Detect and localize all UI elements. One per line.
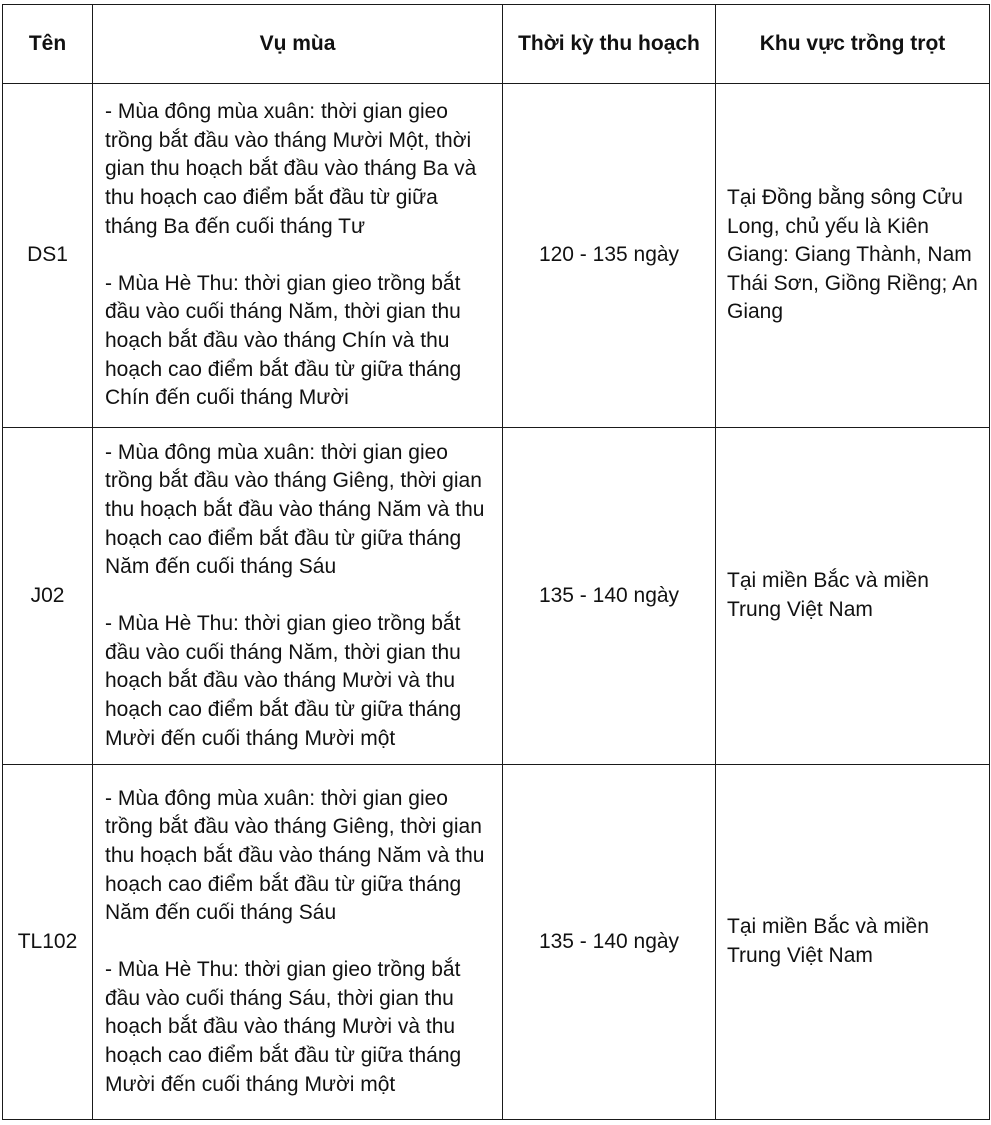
harvest-period: 135 - 140 ngày <box>503 765 716 1120</box>
rice-varieties-table <box>2 4 990 1120</box>
harvest-period: 135 - 140 ngày <box>503 428 716 765</box>
table-row <box>3 765 990 1120</box>
season-cell <box>93 765 503 1120</box>
season-summer-autumn: - Mùa Hè Thu: thời gian gieo trồng bắt đầu vào cuối tháng Năm, thời gian thu hoạch bắt đầu vào tháng Chín và thu hoạch cao điểm bắt đầu từ giữa tháng Chín đến cuối tháng Mười <box>105 271 462 410</box>
growing-area: Tại miền Bắc và miền Trung Việt Nam <box>716 765 990 1120</box>
season-summer-autumn: - Mùa Hè Thu: thời gian gieo trồng bắt đầu vào cuối tháng Năm, thời gian thu hoạch bắt đầu vào tháng Mười và thu hoạch cao điểm bắt đầu từ giữa tháng Mười đến cuối tháng Mười một <box>105 612 462 750</box>
season-summer-autumn: - Mùa Hè Thu: thời gian gieo trồng bắt đầu vào cuối tháng Sáu, thời gian thu hoạch bắt đầu vào tháng Mười và thu hoạch cao điểm bắt đầu từ giữa tháng Mười đến cuối tháng Mười một <box>105 958 462 1096</box>
variety-name: J02 <box>3 428 93 765</box>
season-winter-spring: - Mùa đông mùa xuân: thời gian gieo trồng bắt đầu vào tháng Mười Một, thời gian thu hoạch bắt đầu vào tháng Ba và thu hoạch cao điểm bắt đầu từ giữa tháng Ba đến cuối tháng Tư <box>105 100 477 238</box>
season-spacer <box>105 928 494 957</box>
variety-name: DS1 <box>3 84 93 428</box>
variety-name: TL102 <box>3 765 93 1120</box>
season-winter-spring: - Mùa đông mùa xuân: thời gian gieo trồng bắt đầu vào tháng Giêng, thời gian thu hoạch bắt đầu vào tháng Năm và thu hoạch cao điểm bắt đầu từ giữa tháng Năm đến cuối tháng Sáu <box>105 440 485 579</box>
season-spacer <box>105 241 494 270</box>
table-row <box>3 428 990 765</box>
header-harvest-period: Thời kỳ thu hoạch <box>503 5 716 84</box>
header-season: Vụ mùa <box>93 5 503 84</box>
harvest-period: 120 - 135 ngày <box>503 84 716 428</box>
header-name: Tên <box>3 5 93 84</box>
table-row <box>3 84 990 428</box>
season-cell <box>93 428 503 765</box>
season-cell <box>93 84 503 428</box>
growing-area: Tại Đồng bằng sông Cửu Long, chủ yếu là Kiên Giang: Giang Thành, Nam Thái Sơn, Giồng Riềng; An Giang <box>716 84 990 428</box>
season-spacer <box>105 582 494 611</box>
season-winter-spring: - Mùa đông mùa xuân: thời gian gieo trồng bắt đầu vào tháng Giêng, thời gian thu hoạch bắt đầu vào tháng Năm và thu hoạch cao điểm bắt đầu từ giữa tháng Năm đến cuối tháng Sáu <box>105 786 485 925</box>
header-row <box>3 5 990 84</box>
growing-area: Tại miền Bắc và miền Trung Việt Nam <box>716 428 990 765</box>
header-growing-area: Khu vực trồng trọt <box>716 5 990 84</box>
